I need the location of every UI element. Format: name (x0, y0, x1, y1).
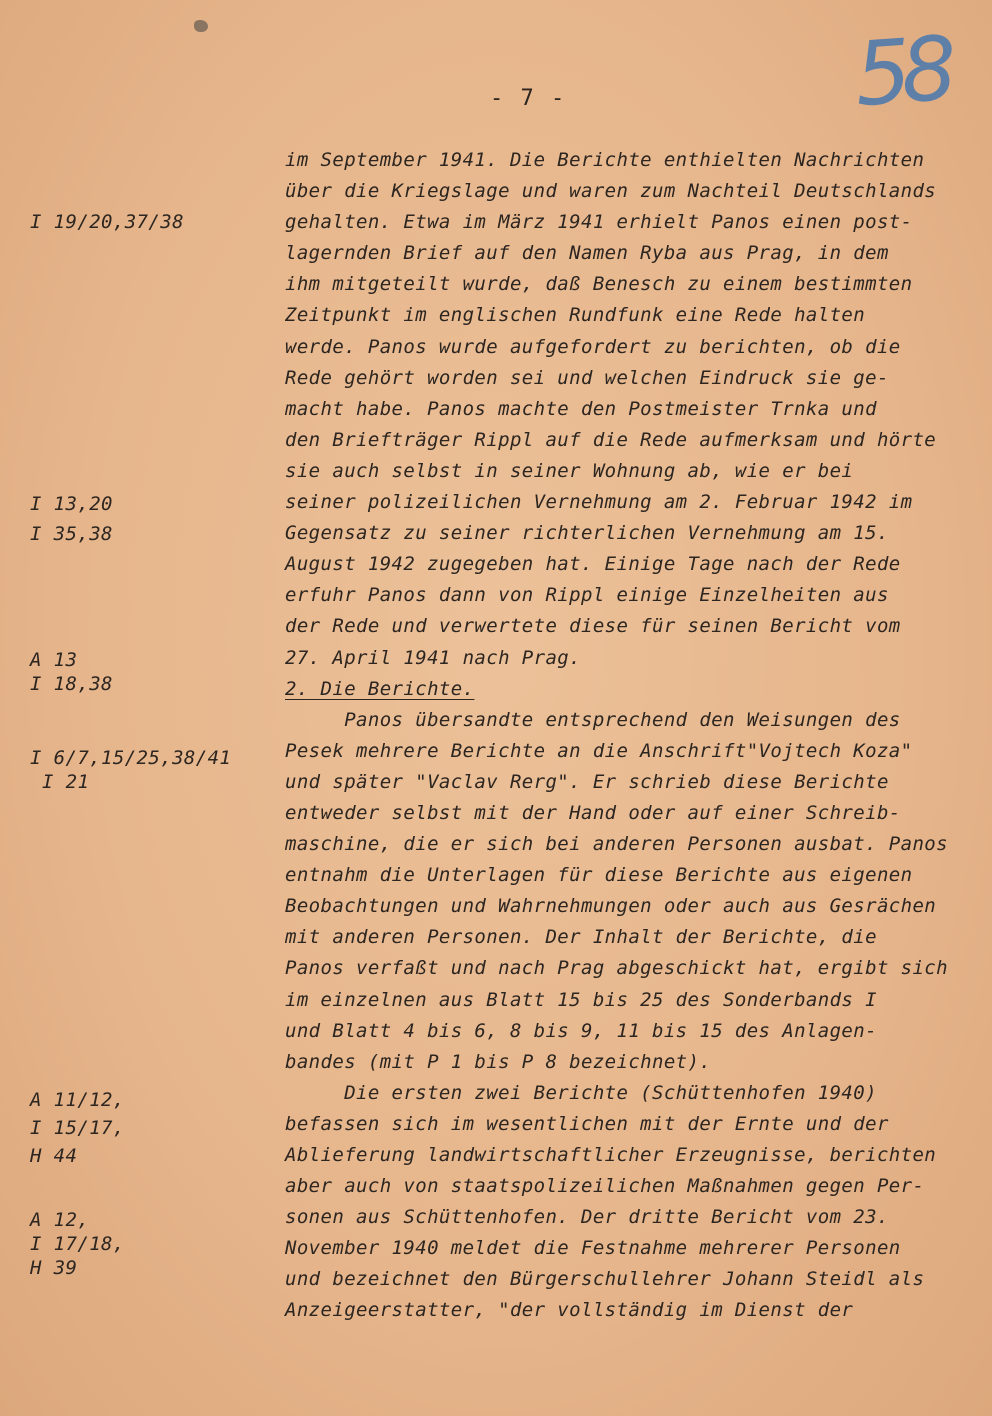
text-line: macht habe. Panos machte den Postmeister Trnka und (285, 397, 877, 420)
text-line: Ablieferung landwirtschaftlicher Erzeugnisse, berichten (285, 1144, 937, 1166)
text-line: Panos übersandte entsprechend den Weisungen des (285, 708, 901, 731)
text-line: und Blatt 4 bis 6, 8 bis 9, 11 bis 15 des Anlagen- (285, 1019, 877, 1042)
section-heading: 2. Die Berichte. (285, 677, 475, 700)
text-line: November 1940 meldet die Festnahme mehrerer Personen (285, 1237, 901, 1260)
margin-note: H 44 (30, 1145, 78, 1167)
text-line: entnahm die Unterlagen für diese Berichte aus eigenen (285, 864, 913, 887)
text-line: gehalten. Etwa im März 1941 erhielt Panos einen post- (285, 211, 913, 234)
text-line: und später "Vaclav Rerg". Er schrieb diese Berichte (285, 770, 889, 793)
text-line: Pesek mehrere Berichte an die Anschrift"Vojtech Koza" (285, 739, 913, 762)
text-line: und bezeichnet den Bürgerschullehrer Johann Steidl als (285, 1268, 925, 1291)
margin-note: A 11/12, I 15/17, (30, 1089, 125, 1139)
text-line: entweder selbst mit der Hand oder auf einer Schreib- (285, 801, 901, 824)
text-line: bandes (mit P 1 bis P 8 bezeichnet). (285, 1050, 712, 1073)
body-text (285, 145, 985, 1327)
text-line: maschine, die er sich bei anderen Personen ausbat. Panos (285, 833, 948, 856)
margin-note: I 19/20,37/38 (30, 211, 184, 233)
text-line: Die ersten zwei Berichte (Schüttenhofen 1940) (285, 1081, 877, 1104)
text-line: Rede gehört worden sei und welchen Eindruck sie ge- (285, 366, 889, 389)
text-line: den Briefträger Rippl auf die Rede aufmerksam und hörte (285, 428, 937, 451)
text-line: 27. April 1941 nach Prag. (285, 646, 581, 669)
text-line: lagernden Brief auf den Namen Ryba aus Prag, in dem (285, 242, 889, 265)
text-line: im September 1941. Die Berichte enthielten Nachrichten (285, 149, 925, 171)
text-line: seiner polizeilichen Vernehmung am 2. Februar 1942 im (285, 491, 913, 514)
text-line: Anzeigeerstatter, "der vollständig im Dienst der (285, 1299, 854, 1322)
margin-note: I 6/7,15/25,38/41 I 21 (30, 747, 232, 793)
page-number: - 7 - (490, 86, 567, 111)
text-line: über die Kriegslage und waren zum Nachteil Deutschlands (285, 180, 937, 203)
margin-note: A 13 I 18,38 (30, 649, 113, 695)
ink-smudge (194, 20, 208, 32)
text-line: Gegensatz zu seiner richterlichen Vernehmung am 15. (285, 522, 889, 545)
text-line: der Rede und verwertete diese für seinen Bericht vom (285, 615, 901, 638)
text-line: ihm mitgeteilt wurde, daß Benesch zu einem bestimmten (285, 273, 913, 296)
text-line: Zeitpunkt im englischen Rundfunk eine Rede halten (285, 304, 866, 327)
text-line: sonen aus Schüttenhofen. Der dritte Bericht vom 23. (285, 1206, 889, 1229)
text-line: erfuhr Panos dann von Rippl einige Einzelheiten aus (285, 584, 889, 607)
text-line: sie auch selbst in seiner Wohnung ab, wie er bei (285, 459, 854, 482)
text-line: mit anderen Personen. Der Inhalt der Berichte, die (285, 926, 877, 949)
text-line: August 1942 zugegeben hat. Einige Tage nach der Rede (285, 553, 901, 576)
handwritten-folio-number: 58 (851, 16, 951, 127)
text-line: Panos verfaßt und nach Prag abgeschickt hat, ergibt sich (285, 957, 948, 980)
text-line: befassen sich im wesentlichen mit der Ernte und der (285, 1112, 889, 1135)
text-line: im einzelnen aus Blatt 15 bis 25 des Sonderbands I (285, 988, 877, 1011)
text-line: aber auch von staatspolizeilichen Maßnahmen gegen Per- (285, 1175, 925, 1198)
margin-note: A 12, I 17/18, H 39 (30, 1209, 125, 1279)
margin-note: I 35,38 (30, 523, 113, 545)
margin-note: I 13,20 (30, 493, 113, 515)
text-line: werde. Panos wurde aufgefordert zu berichten, ob die (285, 335, 901, 358)
text-line: Beobachtungen und Wahrnehmungen oder auch aus Gesrächen (285, 895, 937, 918)
